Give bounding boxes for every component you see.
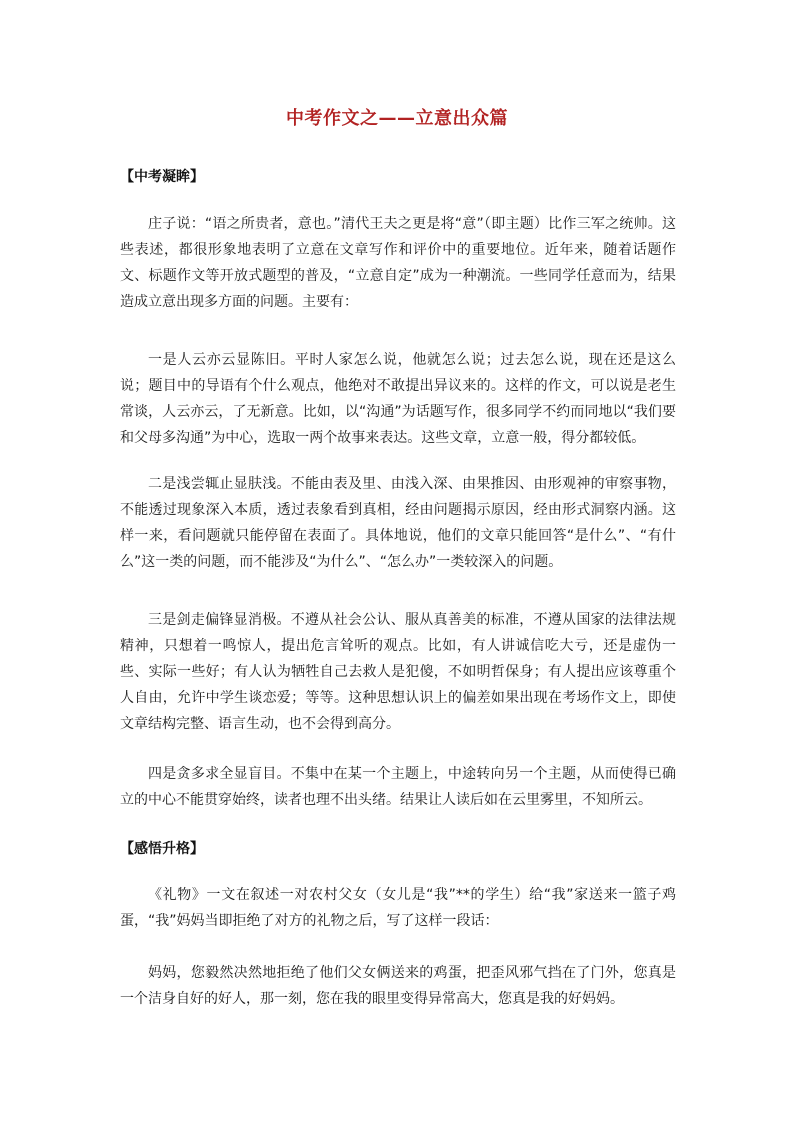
paragraph-point-one: 一是人云亦云显陈旧。平时人家怎么说，他就怎么说；过去怎么说，现在还是这么说；题目中的导语有个什么观点，他绝对不敢提出异议来的。这样的作文，可以说是老生常谈，人云亦云，了无新意。比如，以“沟通”为话题写作，很多同学不约而同地以“我们要和父母多沟通”为中心，选取一两个故事来表达。这些文章，立意一般，得分都较低。 [120,352,676,446]
document-title: 中考作文之——立意出众篇 [286,108,508,129]
paragraph-intro: 庄子说：“语之所贵者，意也。”清代王夫之更是将“意”（即主题）比作三军之统帅。这些表述，都很形象地表明了立意在文章写作和评价中的重要地位。近年来，随着话题作文、标题作文等开放式题型的普及，“立意自定”成为一种潮流。一些同学任意而为，结果造成立意出现多方面的问题。主要有： [120,216,676,310]
section-heading-zhongkao: 【中考凝眸】 [120,169,204,185]
paragraph-gift-quote: 妈妈，您毅然决然地拒绝了他们父女俩送来的鸡蛋，把歪风邪气挡在了门外，您真是一个洁身自好的好人，那一刻，您在我的眼里变得异常高大，您真是我的好妈妈。 [120,965,676,1007]
paragraph-point-three: 三是剑走偏锋显消极。不遵从社会公认、服从真善美的标准，不遵从国家的法律法规精神，只想着一鸣惊人，提出危言耸听的观点。比如，有人讲诚信吃大亏，还是虚伪一些、实际一些好；有人认为牺牲自己去救人是犯傻，不如明哲保身；有人提出应该尊重个人自由，允许中学生谈恋爱；等等。这种思想认识上的偏差如果出现在考场作文上，即使文章结构完整、语言生动，也不会得到高分。 [120,612,676,732]
paragraph-gift-intro: 《礼物》一文在叙述一对农村父女（女儿是“我”**的学生）给“我”家送来一篮子鸡蛋，“我”妈妈当即拒绝了对方的礼物之后，写了这样一段话： [120,887,676,929]
section-heading-ganwu: 【感悟升格】 [120,841,204,857]
paragraph-point-four: 四是贪多求全显盲目。不集中在某一个主题上，中途转向另一个主题，从而使得已确立的中心不能贯穿始终，读者也理不出头绪。结果让人读后如在云里雾里，不知所云。 [120,766,676,808]
paragraph-point-two: 二是浅尝辄止显肤浅。不能由表及里、由浅入深、由果推因、由形观神的审察事物，不能透过现象深入本质，透过表象看到真相，经由问题揭示原因，经由形式洞察内涵。这样一来，看问题就只能停留在表面了。具体地说，他们的文章只能回答“是什么”、“有什么”这一类的问题，而不能涉及“为什么”、“怎么办”一类较深入的问题。 [120,476,676,570]
